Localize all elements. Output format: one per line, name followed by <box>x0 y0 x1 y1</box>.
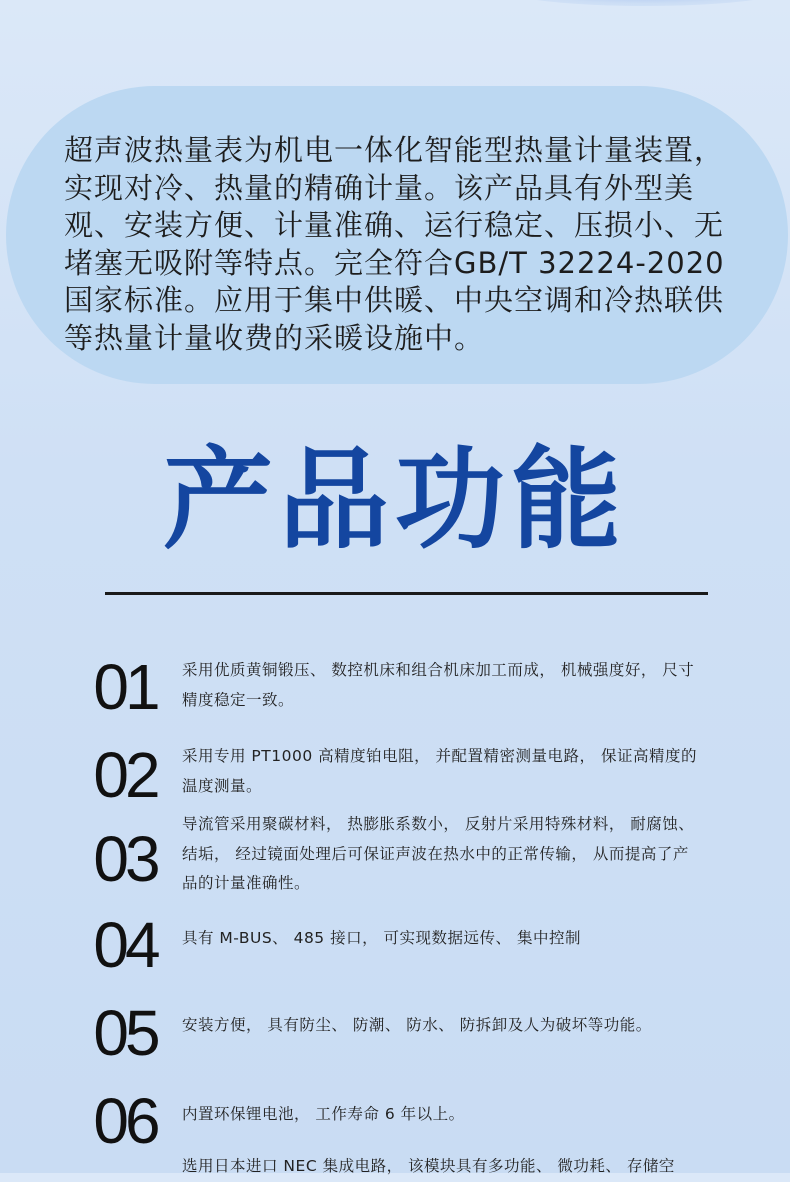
intro-text: 超声波热量表为机电一体化智能型热量计量装置，实现对冷、热量的精确计量。该产品具有外型美观、安装方便、计量准确、运行稳定、压损小、无堵塞无吸附等特点。完全符合GB/T 32224-2020国家标准。应用于集中供暖、中央空调和冷热联供等热量计量收费的采暖设施中。 <box>64 133 725 355</box>
feature-description: 采用专用 PT1000 高精度铂电阻， 并配置精密测量电路， 保证高精度的温度测量。 <box>182 747 697 795</box>
feature-number: 01 <box>93 651 157 723</box>
feature-description: 导流管采用聚碳材料， 热膨胀系数小， 反射片采用特殊材料， 耐腐蚀、 结垢， 经过镜面处理后可保证声波在热水中的正常传输， 从而提高了产品的计量准确性。 <box>182 815 695 892</box>
feature-number: 05 <box>93 997 157 1069</box>
feature-number: 04 <box>93 909 157 981</box>
feature-description: 采用优质黄铜锻压、 数控机床和组合机床加工而成， 机械强度好， 尺寸精度稳定一致。 <box>182 661 695 709</box>
title-divider <box>105 592 708 595</box>
feature-number: 06 <box>93 1085 157 1157</box>
feature-number: 03 <box>93 823 157 895</box>
feature-description: 内置环保锂电池， 工作寿命 6 年以上。 <box>182 1105 465 1123</box>
feature-description: 安装方便， 具有防尘、 防潮、 防水、 防拆卸及人为破坏等功能。 <box>182 1016 652 1034</box>
top-decoration <box>500 0 790 6</box>
feature-description: 具有 M-BUS、 485 接口， 可实现数据远传、 集中控制 <box>182 929 581 947</box>
intro-panel <box>6 86 788 384</box>
feature-number: 02 <box>93 739 157 811</box>
section-title: 产品功能 <box>163 436 627 564</box>
feature-description: 选用日本进口 NEC 集成电路， 该模块具有多功能、 微功耗、 存储空 <box>182 1157 675 1175</box>
